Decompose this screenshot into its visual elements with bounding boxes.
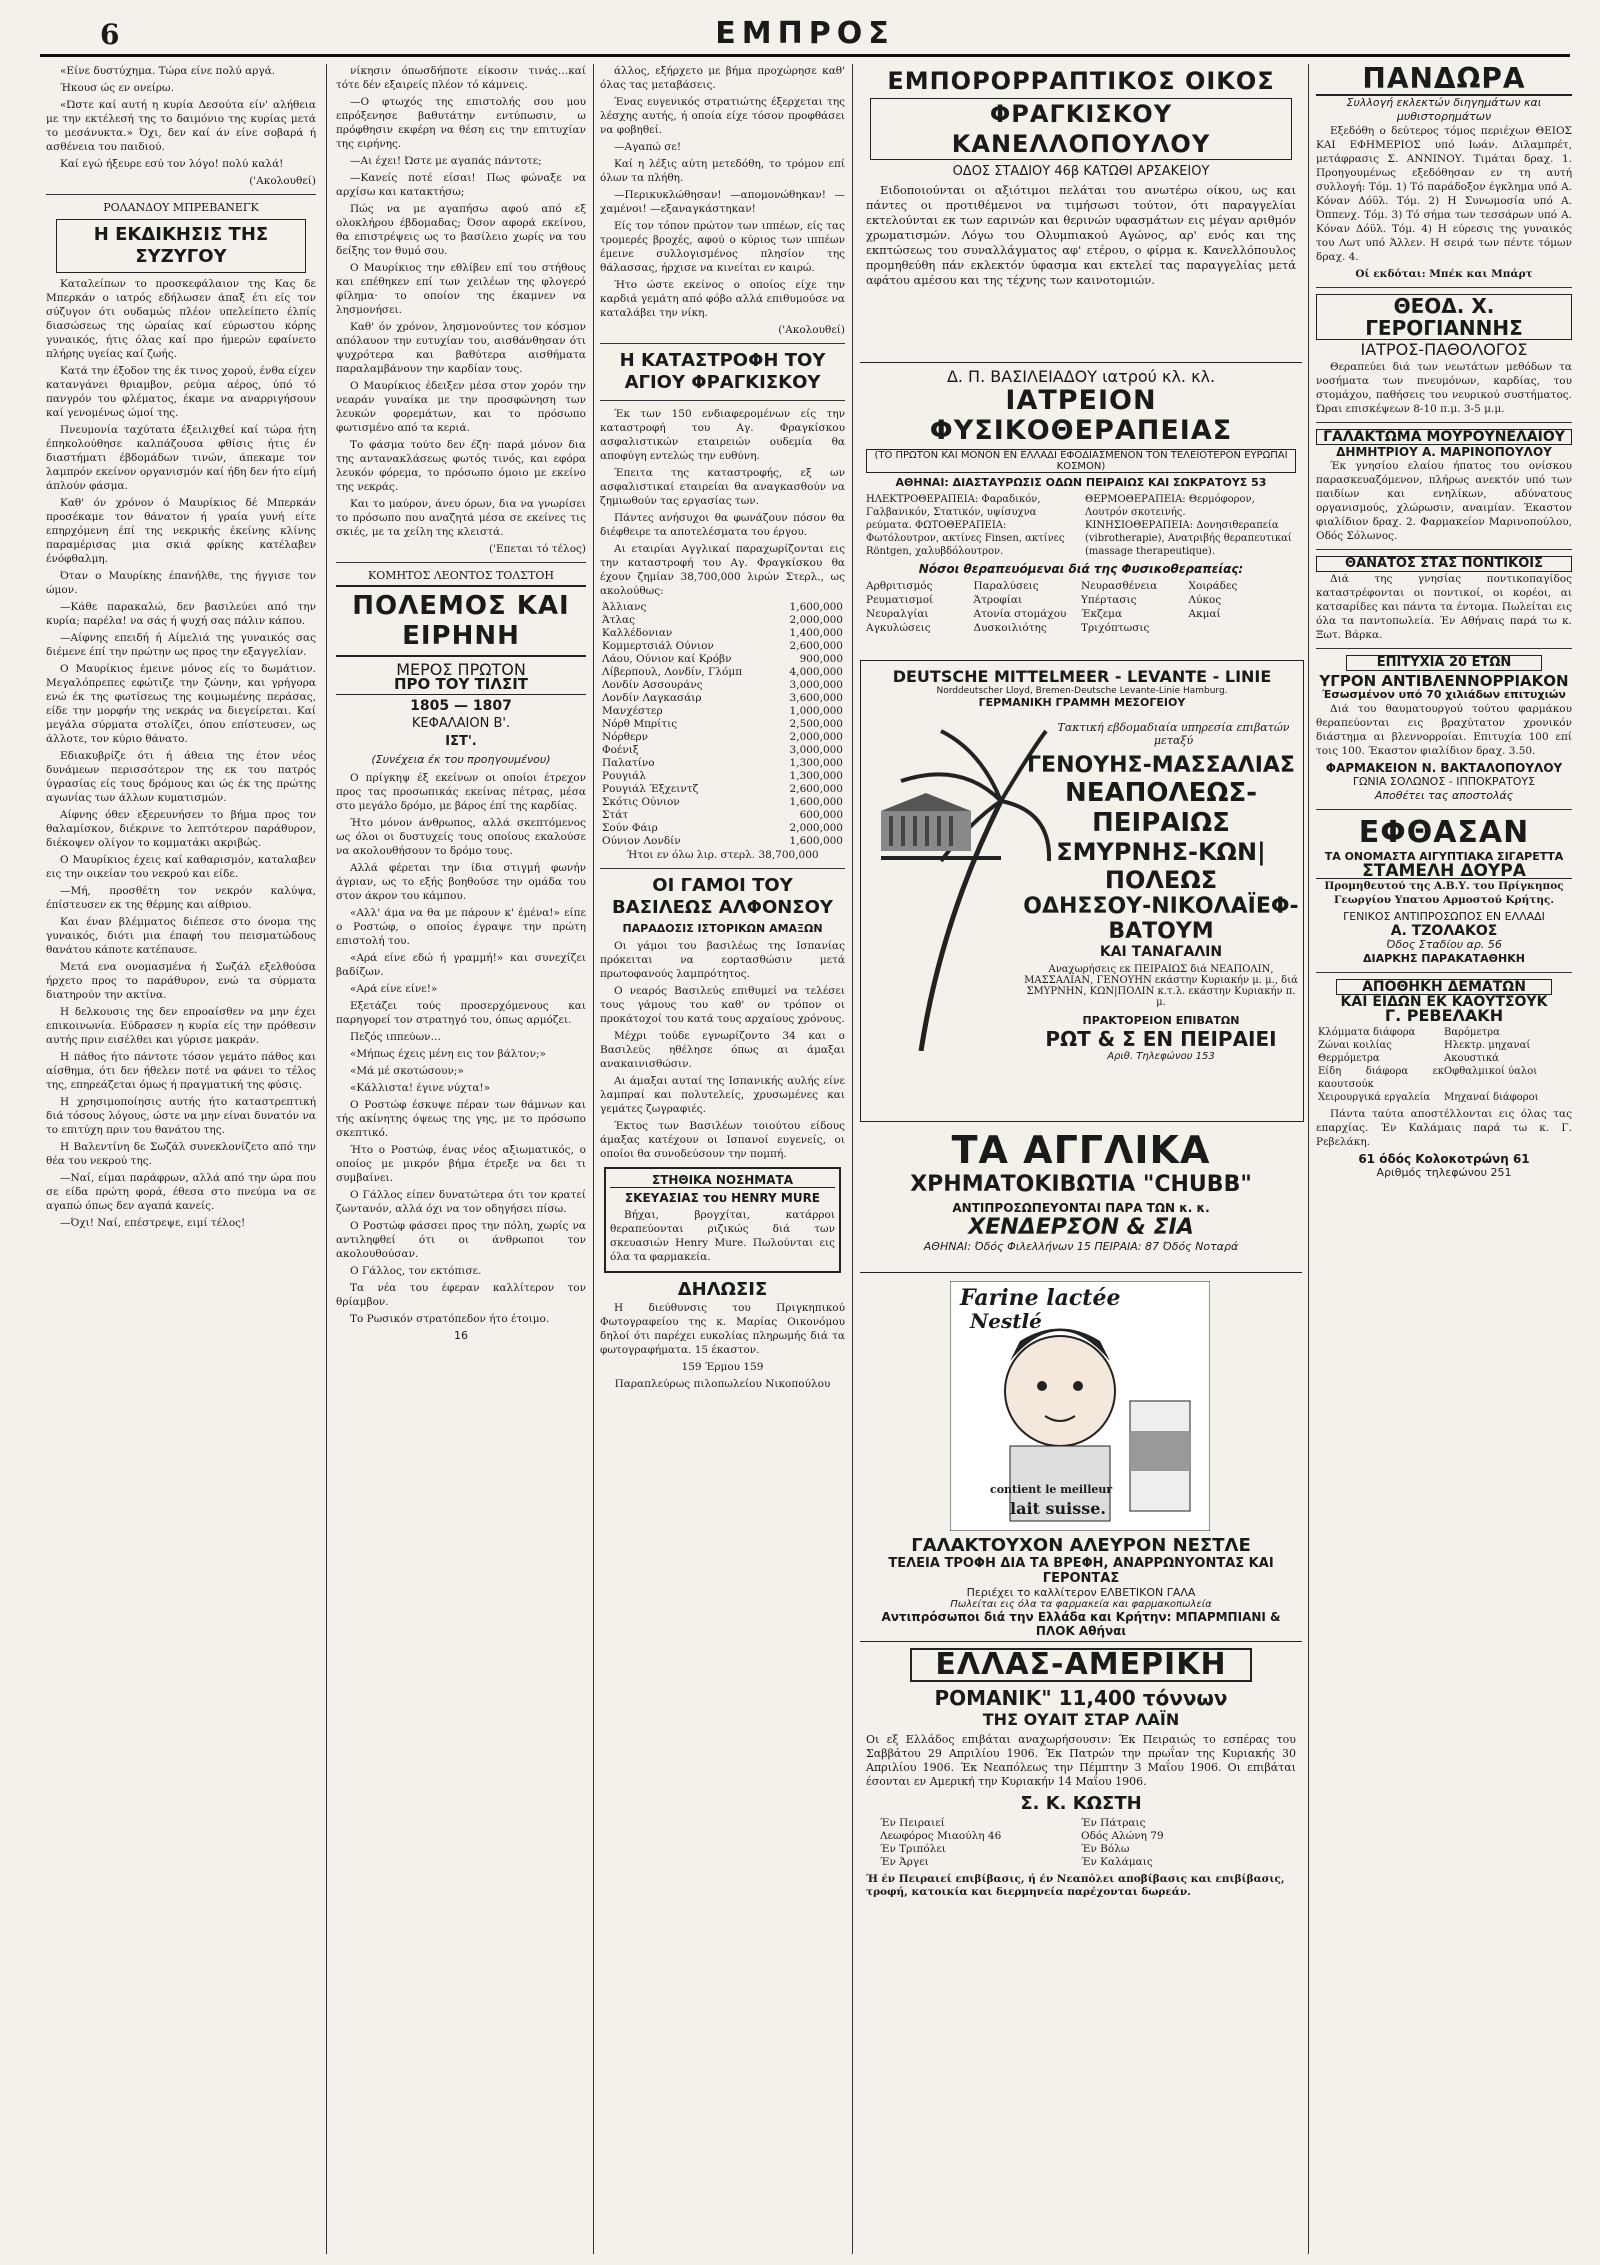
paragraph: —Αγαπώ σε!: [614, 141, 682, 153]
nestle-agents: Αντιπρόσωποι διά την Ελλάδα και Κρήτην: ΜΠΑΡΜΠΙΑΝΙ & ΠΛΟΚ Αθήναι: [881, 1610, 1281, 1638]
table-row: [600, 614, 845, 627]
rubber-phone: Αριθμός τηλεφώνου 251: [1376, 1166, 1512, 1179]
paragraph: Ο Γάλλος, τον εκτόπισε.: [350, 1265, 482, 1277]
pandora-subtitle: Συλλογή εκλεκτών διηγημάτων και μυθιστορημάτων: [1346, 96, 1542, 123]
loss-company: Άτλας: [602, 614, 636, 626]
success-text: Διά του θαυματουργού τούτου φαρμάκου θεραπεύονται εις βραχύτατον χρονικόν διάστημα αι βλεννορροίαι. Επιτυχία 100 επί τοις 100. Έκαστον φιαλίδιον δραχ. 3.50.: [1316, 703, 1572, 757]
office-item: Οδός Αλώνη 79: [1081, 1830, 1164, 1842]
loss-value: 2,600,000: [789, 783, 843, 795]
chubb-ad: [860, 1128, 1302, 1268]
paragraph: Καί εγώ ήξευρε εσύ τον λόγο! πολύ καλά!: [60, 158, 284, 170]
america-footer: Ή έν Πειραιεί επιβίβασις, ή έν Νεαπόλει αποβίβασις και επιβίβασις, τροφή, κατοικία και διερμηνεία παρέχονται δωρεάν.: [866, 1873, 1285, 1898]
paragraph: Ήτο μόνον άνθρωπος, αλλά σκεπτόμενος ως όλοι οι δυστυχείς τους οποίους εκαλούσε να ακολουθήσουν το δρόμο τους.: [336, 817, 586, 857]
disease-item: Νευραλγίαι: [866, 608, 929, 620]
chubb-name: ΧΕΝΔΕΡΣΟΝ & ΣΙΑ: [968, 1215, 1194, 1240]
loss-value: 2,000,000: [789, 731, 843, 743]
loss-value: 2,000,000: [789, 822, 843, 834]
cigarettes-note: ΔΙΑΡΚΗΣ ΠΑΡΑΚΑΤΑΘΗΚΗ: [1363, 952, 1525, 965]
america-text: Οι εξ Ελλάδος επιβάται αναχωρήσουσιν: Έκ Πειραιώς το εσπέρας του Σαββάτου 29 Απριλίου 1906. Έκ Πατρών την πρωΐαν της Κυριακής 30 Απριλίου 1906. Έκ Νεαπόλεως την Πέμπτην 3 Μαΐου 1906. Οι επιβάται έσονται εν Αμερική την Κυριακήν 14 Μαΐου 1906.: [866, 1733, 1296, 1788]
serial-title: ΠΟΛΕΜΟΣ ΚΑΙ ΕΙΡΗΝΗ: [336, 585, 586, 657]
route-2: ΝΕΑΠΟΛΕΩΣ-ΠΕΙΡΑΙΩΣ: [1064, 778, 1258, 838]
paragraph: Έκ των 150 ενδιαφερομένων είς την καταστροφή του Αγ. Φραγκίσκου ασφαλιστικών εταιρειών ουδεμία θα αποφύγη εντελώς την ευθύνη.: [600, 408, 845, 462]
paragraph: «Αλλ' άμα να θα με πάρουν κ' έμένα!» είπε ο Ροστώφ, ο οποίος έγραψε την πρώτη επιστολή του.: [336, 907, 586, 947]
paragraph: Ο Μαυρίκιος έδειξεν μέσα στον χορόν την νεαράν γυναίκα με την προσφώνηση των λευκών φορεμάτων, και το πρόσωπο φωτισμένο από τα κεριά.: [336, 380, 586, 434]
loss-company: Λονδίν Λαγκασάιρ: [602, 692, 702, 704]
loss-company: Ρουγιάλ: [602, 770, 646, 782]
office-item: Έν Καλάμαις: [1081, 1856, 1153, 1868]
loss-company: Στάτ: [602, 809, 629, 821]
chubb-subtitle: ΧΡΗΜΑΤΟΚΙΒΩΤΙΑ "CHUBB": [910, 1172, 1252, 1197]
paragraph: Κατά την έξοδον της έκ τινος χορού, ένθα είχεν κατανγάνει θριαμβον, ρεύμα αέρος, ύπό τό πανγρόν του φλέματος, έκαμε να αναρριγήσουν καί γενομένως ώμοί της.: [46, 365, 316, 419]
disease-item: Τριχόπτωσις: [1081, 622, 1150, 634]
loss-value: 3,600,000: [789, 692, 843, 704]
continued-note: ('Ακολουθεί): [249, 175, 316, 187]
nestle-title: ΓΑΛΑΚΤΟΥΧΟΝ ΑΛΕΥΡΟΝ ΝΕΣΤΛΕ: [911, 1535, 1251, 1556]
clinic-ad: [860, 362, 1302, 653]
office-item: Λεωφόρος Μιαούλη 46: [880, 1830, 1002, 1842]
rubber-item: Χειρουργικά εργαλεία: [1318, 1092, 1431, 1103]
serial-section: ΙΣΤ'.: [445, 734, 477, 749]
loss-company: Άλλιανς: [602, 601, 647, 613]
loss-value: 1,600,000: [789, 601, 843, 613]
nestle-subtitle: ΤΕΛΕΙΑ ΤΡΟΦΗ ΔΙΑ ΤΑ ΒΡΕΦΗ, ΑΝΑΡΡΩΝΥΟΝΤΑΣ ΚΑΙ ΓΕΡΟΝΤΑΣ: [888, 1556, 1274, 1586]
paragraph: «Αρά είνε είνε!»: [350, 983, 438, 995]
america-line: ΤΗΣ ΟΥΑΙΤ ΣΤΑΡ ΛΑΪΝ: [982, 1710, 1180, 1729]
paragraph: «Μήπως έχεις μένη εις τον βάλτον;»: [350, 1048, 546, 1060]
loss-value: 1,600,000: [789, 796, 843, 808]
ad-product: ΣΚΕΥΑΣΙΑΣ του HENRY MURE: [624, 1191, 821, 1205]
paragraph: Ο Ροστώφ έσκυψε πέραν των θάμνων και τής ακίνητης όψεως της γης, με το πρόσωπο σκεπτικό.: [336, 1099, 586, 1139]
paragraph: Ήτο ο Ροστώφ, ένας νέος αξιωματικός, ο οποίος με μικρόν βήμα έτρεξε να δει τι συμβαίνει.: [336, 1144, 586, 1184]
rubber-item: Κλόμματα διάφορα: [1318, 1027, 1416, 1038]
footer-number: 16: [454, 1329, 468, 1342]
table-row: [600, 731, 845, 744]
nestle-label-1: Farine lactée: [960, 1285, 1121, 1311]
table-row: [600, 666, 845, 679]
serial-subtitle: ΠΡΟ ΤΟΥ ΤΙΛΣΙΤ: [336, 677, 586, 695]
story-title: Η ΕΚΔΙΚΗΣΙΣ ΤΗΣ ΣΥΖΥΓΟΥ: [56, 219, 306, 273]
paragraph: Πεζός ιππεύων…: [350, 1031, 442, 1043]
loss-value: 3,000,000: [789, 744, 843, 756]
rubber-address: 61 όδός Κολοκοτρώνη 61: [1358, 1152, 1530, 1166]
rubber-subtitle: ΚΑΙ ΕΙΔΩΝ ΕΚ ΚΑΟΥΤΣΟΥΚ: [1340, 994, 1548, 1010]
route-1: ΓΕΝΟΥΗΣ-ΜΑΣΣΑΛΙΑΣ: [1027, 753, 1295, 778]
ad-title: ΣΤΗΘΙΚΑ ΝΟΣΗΜΑΤΑ: [610, 1173, 835, 1188]
continued-note: ('Ακολουθεί): [778, 324, 845, 336]
paragraph: —Όχι! Ναί, επέστρεψε, ειμί τέλος!: [60, 1217, 246, 1229]
chubb-title: ΤΑ ΑΓΓΛΙΚΑ: [951, 1128, 1211, 1172]
paragraph: —Κανείς ποτέ είσαι! Πως φώναξε να αρχίσω και κατακτήσω;: [336, 172, 586, 198]
paragraph: Ο Γάλλος είπεν δυνατώτερα ότι τον κρατεί ζωντανόν, αλλά όχι να τον οδηγήσει πίσω.: [336, 1189, 586, 1215]
column-1: [46, 64, 316, 2254]
paragraph: —Αίφνης επειδή ή Αίμελιά της γυναικός σας διέμενε έπί την πρώτην ως προς την εξαγγελίαν.: [46, 632, 316, 658]
paragraph: Ήκουσ ώς εν ονείρω.: [60, 82, 174, 94]
paragraph: Το Ρωσικόν στρατόπεδον ήτο έτοιμο.: [350, 1313, 550, 1325]
paragraph: Καθ' όν χρόνον, λησμονούντες τον κόσμον απόλαυον την ευτυχίαν του, αισθάνθησαν ότι ψυχρότερα και βαθύτερα αισθήματα παραλαμβάνουν την καρδίαν τους.: [336, 321, 586, 375]
loss-company: Λονδίν Ασσουράνς: [602, 679, 703, 691]
loss-value: 1,300,000: [789, 770, 843, 782]
column-3: [600, 64, 845, 2254]
pharmacy-name: ΦΑΡΜΑΚΕΙΟΝ Ν. ΒΑΚΤΑΛΟΠΟΥΛΟΥ: [1325, 761, 1563, 775]
paragraph: Αίφνης όθεν εξερευνήσεν το βήμα προς τον θαλαμίσκον, διέκρινε το λεπτότερον παράθυρον, διέκοψεν ολίγον το κομματάκι ακριβώς.: [46, 809, 316, 849]
rats-title: ΘΑΝΑΤΟΣ ΣΤΑΣ ΠΟΝΤΙΚΟΙΣ: [1316, 556, 1572, 572]
table-row: [600, 835, 845, 848]
paragraph: άλλος, εξήρχετο με βήμα προχώρησε καθ' όλας τας μεταβάσεις.: [600, 65, 845, 91]
paragraph: —Ο φτωχός της επιστολής σου μου επρόξενησε βαθυτάτην εντύπωσιν, ω πρόφθησιν εκφέρη να θέση εις την επιτυχίαν της ειρήνης.: [336, 96, 586, 150]
notice-line: Παραπλεύρως πιλοπωλείου Νικοπούλου: [614, 1378, 831, 1390]
paragraph: —Αι έχει! Ώστε με αγαπάς πάντοτε;: [350, 155, 542, 167]
loss-value: 4,000,000: [789, 666, 843, 678]
table-row: [600, 796, 845, 809]
clinic-subtitle: (ΤΟ ΠΡΩΤΟΝ ΚΑΙ ΜΟΝΟΝ ΕΝ ΕΛΛΑΔΙ ΕΦΟΔΙΑΣΜΕΝΟΝ ΤΟΝ ΤΕΛΕΙΟΤΕΡΟΝ ΕΥΡΩΠΑΙ ΚΟΣΜΟΝ): [866, 449, 1296, 473]
nestle-subtitle-2: Περιέχει το καλλίτερον ΕΛΒΕΤΙΚΟΝ ΓΑΛΑ: [966, 1586, 1196, 1599]
rubber-item: Ακουστικά: [1444, 1053, 1499, 1064]
paragraph: Ο Μαυρίκιος έχεις καί καθαρισμόν, καταλαβεν εις την οικείαν του νεκρού και είδε.: [46, 854, 316, 880]
pharmacy-note: Αποθέτει τας αποστολάς: [1374, 789, 1514, 802]
table-row: [600, 653, 845, 666]
column-2: [336, 64, 586, 2254]
paragraph: Πάντες ανήσυχοι θα φωνάζουν πόσον θα διέφθειρε τα αποτελέσματα του έργου.: [600, 512, 845, 538]
loss-company: Ρουγιάλ Έξχειντζ: [602, 783, 699, 795]
levante-title: DEUTSCHE MITTELMEER - LEVANTE - LINIE: [892, 667, 1272, 686]
loss-company: Σκότις Ούνιον: [602, 796, 680, 808]
table-row: [600, 679, 845, 692]
disease-item: Υπέρτασις: [1081, 594, 1137, 606]
paragraph: Τα νέα του έφεραν καλλίτερον τον θρίαμβον.: [336, 1282, 586, 1308]
table-row: [600, 770, 845, 783]
paragraph: «Μά μέ σκοτώσουν;»: [350, 1065, 464, 1077]
levante-agents-head: ΠΡΑΚΤΟΡΕΙΟΝ ΕΠΙΒΑΤΩΝ: [1082, 1014, 1240, 1027]
paragraph: «Κάλλιστα! έγινε νύχτα!»: [350, 1082, 491, 1094]
rubber-item: Ηλεκτρ. μηχαναί: [1444, 1040, 1531, 1051]
loss-company: Λίβερπουλ, Λονδίν, Γλόμπ: [602, 666, 743, 678]
ad-title-1: ΕΜΠΟΡΟΡΡΑΠΤΙΚΟΣ ΟΙΚΟΣ: [887, 67, 1275, 95]
clinic-diseases-head: Νόσοι θεραπευόμεναι διά της Φυσικοθεραπείας:: [918, 562, 1244, 576]
paragraph: Ένας ευγενικός στρατιώτης έξερχεται της λέσχης αυτής, ή οποία είχε τόσον προφθάσει να φοβηθεί.: [600, 96, 845, 136]
henry-mure-ad: [604, 1167, 841, 1273]
cigarettes-agent-name: Α. ΤΖΟΛΑΚΟΣ: [1390, 923, 1498, 939]
america-ship: ΡΟΜΑΝΙΚ" 11,400 τόννων: [934, 1686, 1228, 1710]
route-5: ΚΑΙ ΤΑΝΑΓΑΛΙΝ: [1099, 944, 1223, 960]
rubber-item: Μηχαναί διάφοροι: [1444, 1092, 1539, 1103]
rubber-item: Οφθαλμικοί ύαλοι: [1444, 1066, 1538, 1077]
table-row: [600, 692, 845, 705]
disease-item: Αρθριτισμός: [866, 580, 933, 592]
disease-item: Ακμαί: [1188, 608, 1221, 620]
loss-value: 600,000: [799, 809, 843, 821]
doctor-title: ΙΑΤΡΟΣ-ΠΑΘΟΛΟΓΟΣ: [1360, 340, 1528, 359]
column-rule: [326, 64, 327, 2254]
loss-value: 2,000,000: [789, 614, 843, 626]
loss-value: 1,300,000: [789, 757, 843, 769]
disaster-title: Η ΚΑΤΑΣΤΡΟΦΗ ΤΟΥ ΑΓΙΟΥ ΦΡΑΓΚΙΣΚΟΥ: [619, 350, 826, 393]
rubber-text: Πάντα ταύτα αποστέλλονται εις όλας τας επαρχίας. Έν Καλάμαις παρά τω κ. Γ. Ρεβελάκη.: [1316, 1108, 1572, 1148]
nestle-label-2: Nestlé: [970, 1309, 1042, 1333]
paragraph: Ο πρίγκηψ έξ εκείνων οι οποίοι έτρεχον προς τας προσωπικάς εκείνας πέτρας, μέσα στο μεγάλο δρόμο, με βάρος έπί της καρδίας.: [336, 772, 586, 812]
nestle-label-4: lait suisse.: [1010, 1499, 1106, 1518]
paragraph: Η δελκουσις της δεν επροαίσθεν να μην έχει επικοινωνία. Εύδρασεν η κυρία είς την πρόθεσιν αυτής πριν εισέλθει και γύρισε μακράν.: [46, 1006, 316, 1046]
rubber-item: Είδη διάφορα εκ καουτσούκ: [1318, 1066, 1444, 1090]
column-rule: [1308, 64, 1309, 2254]
notice-footer: 159 Έρμου 159: [681, 1361, 764, 1373]
chubb-agents: ΑΝΤΙΠΡΟΣΩΠΕΥΟΝΤΑΙ ΠΑΡΑ ΤΩΝ κ. κ.: [952, 1201, 1210, 1215]
paragraph: Καταλείπων το προσκεφάλαιον της Κας δε Μπερκάν ο ιατρός εδήλωσεν άπαξ έτι είς τον σύζυγον ότι ουδαμώς πλέον υπελείπετο έλπίς διασώσεως της ώραίας καί εύρωστου κόρης γυναικός, ήτις όλας καί προ ήμερών εφαίνετο πλήρης υγείας καί ζωής.: [46, 278, 316, 360]
chubb-address: ΑΘΗΝΑΙ: Όδός Φιλελλήνων 15 ΠΕΙΡΑΙΑ: 87 Όδός Νοταρά: [923, 1240, 1239, 1253]
paragraph: «Είνε δυστύχημα. Τώρα είνε πολύ αργά.: [60, 65, 276, 77]
disease-item: Ατονία στομάχου: [973, 608, 1067, 620]
disease-item: Χοιράδες: [1188, 580, 1238, 592]
losses-table: [600, 601, 845, 848]
paragraph: Η χρησιμοποίησις αυτής ήτο καταστρεπτική διά τόσους λόγους, ώστε να μην είναι δυνατόν να το επιτύχη πριν του θανάτου της.: [46, 1096, 316, 1136]
nestle-ad: [860, 1272, 1302, 1642]
levante-phone: Αριθ. Τηλεφώνου 153: [1107, 1051, 1215, 1062]
pandora-publishers: Οί εκδόται: Μπέκ και Μπάρτ: [1355, 268, 1533, 280]
paragraph: Και έναν βλέμματος διέπεσε στο όνομα της γυναικός, διότι μια έπαφή του πεισματώδους θανάτου κάποτε κατέπαυσε.: [46, 916, 316, 956]
wedding-title: ΟΙ ΓΑΜΟΙ ΤΟΥ ΒΑΣΙΛΕΩΣ ΑΛΦΟΝΣΟΥ: [612, 875, 833, 918]
paragraph: Ήτο ώστε εκείνος ο οποίος είχε την καρδιά γεμάτη από φόβο αλλά επιθυμούσε να καταλάβει την νίκη.: [600, 279, 845, 319]
disease-item: Αγκυλώσεις: [866, 622, 931, 634]
success-banner: ΕΠΙΤΥΧΙΑ 20 ΕΤΩΝ: [1346, 655, 1542, 671]
paragraph: Μετά ενα ονομασμένα ή Σωζάλ εξελθούσα ήρχετο προς το παράθυρον, ενώ τα σύρματα διατηρούν την ακτίνα.: [46, 961, 316, 1001]
column-far-right: [1316, 64, 1572, 2254]
rubber-item: Ζώναι κοιλίας: [1318, 1040, 1392, 1051]
paragraph: «Αρά είνε εδώ ή γραμμή!» και συνεχίζει βαδίζων.: [336, 952, 586, 978]
rubber-item: Θερμόμετρα: [1318, 1053, 1380, 1064]
paragraph: Η Βαλεντίνη δε Σωζάλ συνεκλονίζετο από την θέα του νεκρού της.: [46, 1141, 316, 1167]
nestle-sold: Πωλείται εις όλα τα φαρμακεία και φαρμακοπωλεία: [950, 1599, 1212, 1610]
continued-from: (Συνέχεια έκ του προηγουμένου): [371, 753, 551, 766]
paragraph: Καθ' όν χρόνον ό Μαυρίκιος δέ Μπερκάν προσέκαμε τον θάνατον ή γραία γυνή είτε επηρχόμενη έπί της νεκρικής έκείνης κλίνης παραμέρισας μια σκιά φρίκης κατέλαβεν ένόφθαλμη.: [46, 497, 316, 565]
doctor-text: Θεραπεύει διά των νεωτάτων μεθόδων τα νοσήματα των πνευμόνων, καρδίας, του στομάχου, παθήσεις του νευρικού συστήματος. Ώραι επισκέψεων 8-10 π.μ. 3-5 μ.μ.: [1316, 361, 1572, 415]
paragraph: Αλλά φέρεται την ίδια στιγμή φωνήν άγριαν, ως το εξής βοηθούσε την ομάδα του στον άκρον του κάμπου.: [336, 862, 586, 902]
loss-company: Μανχέστερ: [602, 705, 663, 717]
wedding-subtitle: ΠΑΡΑΔΟΣΙΣ ΙΣΤΟΡΙΚΩΝ ΑΜΑΞΩΝ: [622, 922, 823, 935]
office-item: Έν Πάτραις: [1081, 1817, 1146, 1829]
cigarettes-text: Προμηθευτού της Α.Β.Υ. του Πρίγκηπος Γεωργίου Υπατου Αρμοστού Κρήτης.: [1324, 880, 1564, 906]
doctor-name: ΘΕΟΔ. Χ. ΓΕΡΟΓΙΑΝΝΗΣ: [1316, 294, 1572, 340]
serial-author: ΚΟΜΗΤΟΣ ΛΕΟΝΤΟΣ ΤΟΛΣΤΟΗ: [368, 569, 554, 582]
masthead: ΕΜΠΡΟΣ: [715, 16, 895, 51]
success-subtitle: Έσωσμένον υπό 70 χιλιάδων επιτυχιών: [1322, 688, 1566, 701]
ad-address: ΟΔΟΣ ΣΤΑΔΙΟΥ 46β ΚΑΤΩΘΙ ΑΡΣΑΚΕΙΟΥ: [952, 164, 1210, 179]
paragraph: Ο Μαυρίκιος έμεινε μόνος είς το δωμάτιον. Μεγαλόπρεπες εφώτιζε την ζώνην, και γρήγορα ενώ έκ της φωτίσεως της κοιμωμένης περάσας, είδε την μορφήν της νεκράς να διεγείρεται. Καί μεγάλα σύρματα στολίζει, όπου επίστευσεν, ως άλλοτε, τον κύριο θάνατο.: [46, 663, 316, 745]
office-item: Έν Βόλω: [1081, 1843, 1130, 1855]
paragraph: νίκησιν όπωσδήποτε είκοσιν τινάς…καί τότε δέν εξαιρείς πλέον τό κάμνεις.: [336, 65, 586, 91]
paragraph: —Ναί, είμαι παράφρων, αλλά από την ώρα που σε είδα πρώτη φορά, έθεσα στο πνεύμα να σε αγαπώ όπως δεν αγαπά κανείς.: [46, 1172, 316, 1212]
clinic-right-text: ΘΕΡΜΟΘΕΡΑΠΕΙΑ: Θερμόφορον, Λουτρόν σκοτεινής. ΚΙΝΗΣΙΟΘΕΡΑΠΕΙΑ: Δονησιθεραπεία (vibrotherapie), Ανατριβής θεραπευτικαί (massage therapeutique).: [1085, 494, 1292, 557]
paragraph: —Κάθε παρακαλώ, δεν βασιλεύει από την κυρία; παρέλα! να σάς ή ψυχή σας πάλιν κάπου.: [46, 601, 316, 627]
office-item: Έν Πειραιεί: [880, 1817, 945, 1829]
paragraph: Η πάθος ήτο πάντοτε τόσον γεμάτο πάθος και αίσθημα, ότι δεν ήθελεν ποτέ να φάνει το τέλος της, επηρεάζεται όμως ή πραγματική της φύσις.: [46, 1051, 316, 1091]
paragraph: Αι άμαξαι αυταί της Ισπανικής αυλής είνε λαμπραί και πολυτελείς, χρυσωμένες και γεμάτες ζωγραφιές.: [600, 1075, 845, 1115]
paragraph: Εξετάζει τούς προσερχόμενους και παρηγορεί τον στρατηγό του, όπως αρμόζει.: [336, 1000, 586, 1026]
ad-text: Ειδοποιούνται οι αξιότιμοι πελάται του ανωτέρω οίκου, ως και πάντες οι προτιθέμενοι να τιμήσωσι τούτον, ότι παραγγελίαι εκτελούνται εκ των εαρινών και θερινών υφασμάτων εις μέγαν αριθμόν χρωματισμών. Λόγω του Ολυμπιακού Αγώνος, αρ' ενός και της εκπτώσεως του συναλλάγματος αφ' ετέρου, ο φίρμα κ. Κανελλόπουλος προμηθεύθη πάν εκλεκτόν ύφασμα και εκτελεί τας παραγγελίας μετά αφάτου αμέσου και της τέχνης των καινοτομιών.: [866, 183, 1296, 287]
rubber-item: Βαρόμετρα: [1444, 1027, 1500, 1038]
milk-title: ΓΑΛΑΚΤΩΜΑ ΜΟΥΡΟΥΝΕΛΑΙΟΥ: [1316, 429, 1572, 445]
loss-company: Λάου, Ούνιον καί Κρόβν: [602, 653, 732, 665]
paragraph: Το φάσμα τούτο δεν έζη· παρά μόνον δια της αντανακλάσεως φωτός τινός, και εφόρα λευκόν φόρεμα, το πρόσωπο όμοιο με εκείνο της νεκράς.: [336, 439, 586, 493]
paragraph: Ο Ροστώφ φάσσει προς την πόλη, χωρίς να αντιληφθεί ότι οι άνθρωποι τον ακολουθούσαν.: [336, 1220, 586, 1260]
loss-company: Παλατίνο: [602, 757, 655, 769]
paragraph: —Μή, προσθέτη τον νεκρόν καλύψα, έπίστευσεν εκ της θέρμης και αίθριου.: [46, 885, 316, 911]
levante-service: Τακτική εβδομαδιαία υπηρεσία επιβατών μεταξύ: [1057, 721, 1290, 747]
column-rule: [593, 64, 594, 2254]
paragraph: Εδιακυβρίζε ότι ή άθεια της έτον νέος δυνάμεων περισσότερον της εκ του πατρός ύγρασίας είς τους δρόμους και ώς έκ της πρώτης αγωνίας των άλλων κυματισμών.: [46, 750, 316, 804]
america-agent: Σ. Κ. ΚΩΣΤΗ: [1020, 1793, 1142, 1814]
milk-text: Έκ γνησίου ελαίου ήπατος του ονίσκου παρασκευαζόμενον, πλήρως ανεκτόν υπό των παιδίων και ενηλίκων, αδύνατους οργανισμούς, χλώρωσιν, αναιμίαν. Έκαστον φιαλίδιον δραχ. 2. Φαρμακείον Μαρινοπούλου, Οδός Σόλωνος.: [1316, 460, 1572, 542]
page-number: 6: [100, 18, 120, 51]
table-row: [600, 705, 845, 718]
clinic-top: Δ. Π. ΒΑΣΙΛΕΙΑΔΟΥ ιατρού κλ. κλ.: [946, 367, 1216, 386]
loss-value: 900,000: [799, 653, 843, 665]
loss-company: Σούν Φάιρ: [602, 822, 658, 834]
levante-agents: ΡΩΤ & Σ ΕΝ ΠΕΙΡΑΙΕΙ: [1045, 1027, 1277, 1051]
table-row: [600, 640, 845, 653]
table-row: [600, 627, 845, 640]
disease-item: Νευρασθένεια: [1081, 580, 1158, 592]
serial-chapter: ΚΕΦΑΛΑΙΟΝ Β'.: [411, 716, 511, 731]
paragraph: Καί η λέξις αύτη μετεδόθη, το τρόμον επί όλων τα πλήθη.: [600, 158, 845, 184]
disease-item: Ρευματισμοί: [866, 594, 934, 606]
disease-item: Λύκος: [1188, 594, 1222, 606]
loss-company: Νόρθ Μπρίτις: [602, 718, 678, 730]
levante-subtitle: Norddeutscher Lloyd, Bremen-Deutsche Levante-Linie Hamburg.: [936, 686, 1228, 696]
ad-text: Βήχαι, βρογχίται, κατάρροι θεραπεύονται ριζικώς διά των σκευασιών Henry Mure. Πωλούνται εις όλα τα φαρμακεία.: [610, 1209, 835, 1263]
cigarettes-address: Όδος Σταδίου αρ. 56: [1386, 938, 1502, 951]
rubber-title: ΑΠΟΘΗΚΗ ΔΕΜΑΤΩΝ: [1336, 979, 1552, 995]
rubber-items: [1318, 1026, 1570, 1104]
kanellopoulos-ad: [860, 66, 1302, 356]
clinic-title: ΙΑΤΡΕΙΟΝ ΦΥΣΙΚΟΘΕΡΑΠΕΙΑΣ: [929, 385, 1233, 446]
paragraph: Πνευμονία ταχύτατα έξειλιχθεί καί τώρα ήτη έπηκολούθησε καλπάζουσα φθίσις ήτις έν διαστήματι έβδομάδων τινών, άπεκαμε τον λαμπρόν εκείνον οργανισμόν καί ήδη δεν ήτο είμή άπλούν φάσμα.: [46, 424, 316, 492]
route-4: ΟΔΗΣΣΟΥ-ΝΙΚΟΛΑΪΕΦ-ΒΑΤΟΥΜ: [1023, 894, 1299, 944]
paragraph: —Περικυκλώθησαν! —απομονώθηκαν! —χαμένοι! —εξαναγκάστηκαν!: [600, 189, 845, 215]
america-title: ΕΛΛΑΣ-ΑΜΕΡΙΚΗ: [910, 1648, 1252, 1682]
america-ad: [860, 1648, 1302, 1938]
paragraph: Μέχρι τούδε εγνωρίζοντο 34 και ο Βασιλεύς ηθέλησε όπως αι άμαξαι ανακαινισθώσιν.: [600, 1030, 845, 1070]
losses-total: Ήτοι εν όλω λιρ. στερλ. 38,700,000: [626, 849, 819, 861]
loss-company: Ούνιον Λονδίν: [602, 835, 681, 847]
route-3: ΣΜΥΡΝΗΣ-ΚΩΝ|ΠΟΛΕΩΣ: [1056, 838, 1266, 894]
disease-item: [1189, 621, 1297, 635]
disease-item: Άτροφίαι: [973, 594, 1023, 606]
serial-part: ΜΕΡΟΣ ΠΡΩΤΟΝ: [396, 660, 526, 679]
page-header: [40, 14, 1570, 57]
disease-item: Έκζεμα: [1081, 608, 1123, 620]
pandora-text: Εξεδόθη ο δεύτερος τόμος περιέχων ΘΕΙΟΣ ΚΑΙ ΕΦΗΜΕΡΙΟΣ υπό Ιωάν. Διλαμπρέτ, μετάφρασις Σ. ΑΝΝΙΝΟΥ. Τιμάται δραχ. 1. Προηγουμένως εξεδόθησαν εν τη αυτή συλλογή: Τόμ. 1) Τό παράδοξον έγκλημα υπό Α. Κόναν Δόϋλ. Τόμ. 2) Η Συνωμοσία υπό Α. Όππενχ. Τόμ. 3) Τό σήμα των τεσσάρων υπό Α. Κόναν Δόϋλ. Τόμ. 4) Η εύρεσις της γυναικός του Λωτ υπό Άλλεν. Η σειρά των πέντε τόμων δραχ. 4.: [1316, 125, 1572, 263]
america-offices: [880, 1817, 1282, 1869]
table-row: [600, 809, 845, 822]
notice-text: Η διεύθυνσις του Πριγκηπικού Φωτογραφείου της κ. Μαρίας Οικονόμου δηλοί ότι παρέχει ευκολίας πληρωμής διά τα φωτογραφήματα. 15 έκαστον.: [600, 1302, 845, 1356]
table-row: [600, 822, 845, 835]
clinic-address: ΑΘΗΝΑΙ: ΔΙΑΣΤΑΥΡΩΣΙΣ ΟΔΩΝ ΠΕΙΡΑΙΩΣ ΚΑΙ ΣΩΚΡΑΤΟΥΣ 53: [895, 476, 1267, 489]
table-row: [600, 718, 845, 731]
paragraph: Έπειτα της καταστροφής, εξ ων ασφαλιστικαί εταιρείαι θα αναγκασθούν να ζημιωθούν τας εργασίας των.: [600, 467, 845, 507]
loss-value: 3,000,000: [789, 679, 843, 691]
cigarettes-brand: ΣΤΑΜΕΛΗ ΔΟΥΡΑ: [1316, 864, 1572, 879]
table-row: [600, 783, 845, 796]
rats-text: Διά της γνησίας ποντικοπαγίδος καταστρέφονται οι ποντικοί, οι κορέοι, αι κατσαρίδες και πάντα τα έντομα. Πωλείται εις όλα τα παντοπωλεία. Έν Αθήναις παρά τω κ. Ξωτ. Βάρκα.: [1316, 573, 1572, 641]
rubber-name: Γ. ΡΕΒΕΛΑΚΗ: [1384, 1006, 1504, 1025]
clinic-diseases: [866, 579, 1296, 635]
office-item: Έν Άργει: [880, 1856, 929, 1868]
paragraph: Έκτος των Βασιλέων τοιούτου είδους άμαξας κατέχουν οι Ισπανοί ευγενείς, οι οποίοι θα συνοδεύσουν την πομπή.: [600, 1120, 845, 1160]
disease-item: Παραλύσεις: [973, 580, 1039, 592]
column-rule: [852, 64, 853, 2254]
table-row: [600, 757, 845, 770]
ad-title-2: ΦΡΑΓΚΙΣΚΟΥ ΚΑΝΕΛΛΟΠΟΥΛΟΥ: [870, 98, 1292, 160]
loss-value: 2,600,000: [789, 640, 843, 652]
loss-company: Νόρθερν: [602, 731, 648, 743]
disease-item: Δυσκοιλιότης: [973, 622, 1047, 634]
paragraph: Αι εταιρίαι Αγγλικαί παραχωρίζονται εις την καταστροφή του Αγ. Φραγκίσκου θα έχουν ζημίαν 38,700,000 λιρών Στερλ., ως ακολούθως:: [600, 543, 845, 597]
success-title: ΥΓΡΟΝ ΑΝΤΙΒΛΕΝΝΟΡΡΙΑΚΟΝ: [1319, 672, 1569, 690]
levante-line-ad: [860, 660, 1304, 1122]
loss-value: 1,600,000: [789, 835, 843, 847]
loss-company: Καλλέδονιαν: [602, 627, 673, 639]
cigarettes-agent: ΓΕΝΙΚΟΣ ΑΝΤΙΠΡΟΣΩΠΟΣ ΕΝ ΕΛΛΑΔΙ: [1343, 910, 1545, 923]
table-row: [600, 601, 845, 614]
loss-value: 1,400,000: [789, 627, 843, 639]
paragraph: Ο νεαρός Βασιλεύς επιθυμεί να τελέσει τους γάμους του καθ' ον τρόπον οι προκάτοχοί του κατά τους αρχαίους χρόνους.: [600, 985, 845, 1025]
clinic-left-text: ΗΛΕΚΤΡΟΘΕΡΑΠΕΙΑ: Φαραδικόν, Γαλβανικόν, Στατικόν, υψίσυχνα ρεύματα. ΦΩΤΟΘΕΡΑΠΕΙΑ: Φωτόλουτρον, ακτίνες Finsen, ακτίνες Röntgen, χαλυβδόλουτρον.: [866, 494, 1065, 557]
milk-subtitle: ΔΗΜΗΤΡΙΟΥ Α. ΜΑΡΙΝΟΠΟΥΛΟΥ: [1336, 445, 1552, 459]
story-author: ΡΟΛΑΝΔΟΥ ΜΠΡΕΒΑΝΕΓΚ: [103, 201, 259, 214]
serial-years: 1805 — 1807: [410, 698, 512, 714]
paragraph: Πώς να με αγαπήσω αφού από εξ ολοκλήρου έβδομαδας; Όσον αφορά εκείνου, θα επιστρέψεις ως το βασίλειο χωρίς να του δείξης τον θυμό σου.: [336, 203, 586, 257]
nestle-label-3: contient le meilleur: [990, 1483, 1113, 1496]
pandora-title: ΠΑΝΔΩΡΑ: [1316, 64, 1572, 96]
levante-greek: ΓΕΡΜΑΝΙΚΗ ΓΡΑΜΜΗ ΜΕΣΟΓΕΙΟΥ: [978, 696, 1186, 709]
paragraph: Ο Μαυρίκιος την εθλίβεν επί του στήθους και επέθηκεν επί των χειλέων της φλογερό φίλημα· το οποίον της έκαμνεν να λησμονήσει.: [336, 262, 586, 316]
continued-note: ('Επεται τό τέλος): [488, 543, 586, 555]
paragraph: Όταν ο Μαυρίκης έπανήλθε, της ήγγισε τον ώμον.: [46, 570, 316, 596]
table-row: [600, 744, 845, 757]
paragraph: Είς τον τόπον πρώτον των ιππέων, είς τας τρομερές βροχές, αφού ο κύριος των ιππέων έμεινε συλλογισμένος πλησίον της θάλασσας, ήρχισε να κινείται εν καιρώ.: [600, 220, 845, 274]
loss-company: Φοένιξ: [602, 744, 639, 756]
loss-value: 2,500,000: [789, 718, 843, 730]
paragraph: Και το μαύρον, άνευ όρων, δια να γνωρίσει το πρόσωπο που αναζητά μέσα σε εκείνες τις σκιές, με τα χείλη της κλειστά.: [336, 498, 586, 538]
pharmacy-address: ΓΩΝΙΑ ΣΟΛΩΝΟΣ - ΙΠΠΟΚΡΑΤΟΥΣ: [1352, 775, 1536, 788]
cigarettes-title: ΕΦΘΑΣΑΝ: [1358, 815, 1530, 850]
notice-title: ΔΗΛΩΣΙΣ: [677, 1279, 768, 1300]
cigarettes-subtitle: ΤΑ ΟΝΟΜΑΣΤΑ ΑΙΓΥΠΤΙΑΚΑ ΣΙΓΑΡΕΤΤΑ: [1324, 850, 1564, 863]
loss-value: 1,000,000: [789, 705, 843, 717]
office-item: Έν Τριπόλει: [880, 1843, 946, 1855]
levante-info: Αναχωρήσεις εκ ΠΕΙΡΑΙΩΣ διά ΝΕΑΠΟΛΙΝ, ΜΑΣΣΑΛΙΑΝ, ΓΕΝΟΥΗΝ εκάστην Κυριακήν μ. μ., διά ΣΜΥΡΝΗΝ, ΚΩΝ|ΠΟΛΙΝ κ.τ.λ. εκάστην Κυριακήν π. μ.: [1024, 964, 1298, 1008]
paragraph: Οι γάμοι του βασιλέως της Ισπανίας πρόκειται να εορτασθώσιν μετά πρωτοφανούς λαμπρότητος.: [600, 940, 845, 980]
loss-company: Κομμερτσιάλ Ούνιον: [602, 640, 714, 652]
paragraph: «Ώστε καί αυτή η κυρία Δεσούτα είν' αλήθεια με την εκτέλεσή της το δαιμόνιο της κυρίας μετά το μεσάνυκτα.» Όχι, δεν καί άν είνε σοβαρά ή ασθένεια του παιδιού.: [46, 99, 316, 153]
